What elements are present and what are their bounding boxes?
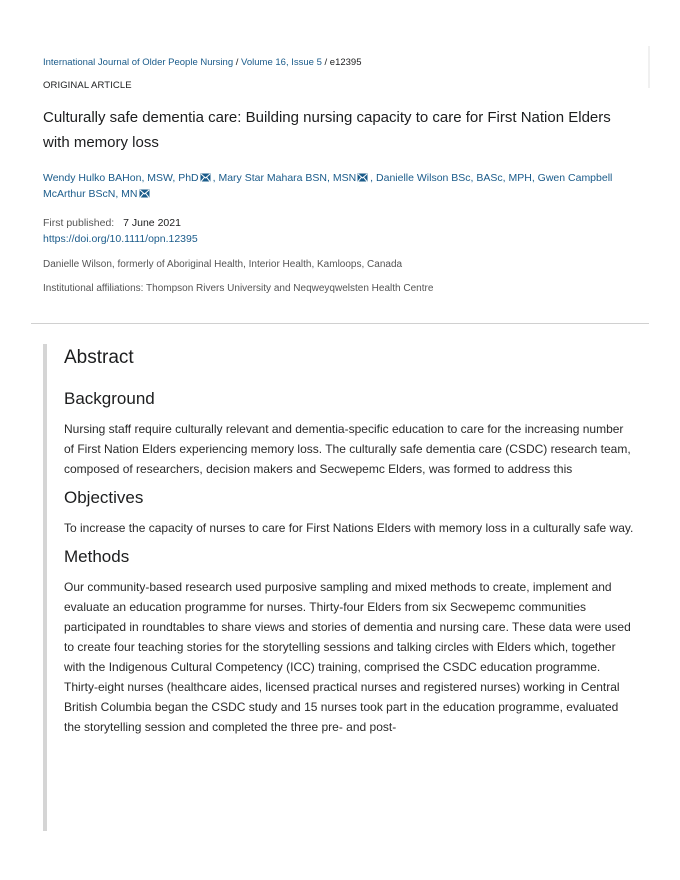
author-link[interactable]: Wendy Hulko BAHon, MSW, PhD — [43, 172, 199, 184]
volume-issue-link[interactable]: Volume 16, Issue 5 — [241, 57, 322, 68]
abstract-title: Abstract — [64, 347, 134, 368]
envelope-icon[interactable] — [357, 173, 368, 182]
methods-heading: Methods — [64, 547, 130, 566]
first-published — [43, 215, 638, 231]
article-title: Culturally safe dementia care: Building nursing capacity to care for First Nation Elders with memory loss — [43, 109, 611, 151]
envelope-icon[interactable] — [139, 189, 150, 198]
article-type: ORIGINAL ARTICLE — [43, 80, 132, 91]
article-header — [43, 56, 638, 296]
journal-link[interactable]: International Journal of Older People Nursing — [43, 57, 234, 68]
first-published-date: 7 June 2021 — [123, 217, 181, 229]
right-edge-rule — [648, 46, 650, 88]
abstract-panel — [43, 344, 647, 831]
first-published-label: First published: — [43, 217, 115, 229]
breadcrumb-separator: / — [235, 57, 242, 68]
affiliation-note: Danielle Wilson, formerly of Aboriginal Health, Interior Health, Kamloops, Canada — [43, 259, 403, 270]
background-heading: Background — [64, 389, 155, 408]
author-separator: , — [370, 172, 377, 184]
article-id: e12395 — [329, 57, 362, 68]
section-divider — [31, 323, 649, 324]
author-separator: , — [531, 172, 538, 184]
author-link[interactable]: Danielle Wilson BSc, BASc, MPH — [376, 172, 532, 184]
author-link[interactable]: Gwen Campbell McArthur BScN, MN — [43, 172, 613, 200]
objectives-text: To increase the capacity of nurses to care for First Nations Elders with memory loss in a culturally safe way. — [64, 521, 634, 535]
doi-link[interactable]: https://doi.org/10.1111/opn.12395 — [43, 233, 198, 245]
author-link[interactable]: Mary Star Mahara BSN, MSN — [218, 172, 357, 184]
journal-breadcrumb — [43, 56, 638, 70]
breadcrumb-separator: / — [324, 57, 330, 68]
institutional-affiliations: Institutional affiliations: Thompson Rivers University and Neqweyqwelsten Health Centre — [43, 283, 434, 294]
author-separator: , — [212, 172, 219, 184]
author-list — [43, 170, 638, 202]
methods-text: Our community-based research used purposive sampling and mixed methods to create, implement and evaluate an education programme for nurses. Thirty-four Elders from six Secwepemc communities participated in roundtables to share views and stories of dementia and nursing care. These data were used to create four teaching stories for the storytelling sessions and talking circles with Elders which, together with the Indigenous Cultural Competency (ICC) training, comprised the CSDC education programme. Thirty-eight nurses (healthcare aides, licensed practical nurses and registered nurses) working in Central British Columbia began the CSDC study and 15 nurses took part in the education programme, evaluated the storytelling session and completed the three pre- and post- — [64, 580, 631, 734]
background-text: Nursing staff require culturally relevant and dementia-specific education to care for the increasing number of First Nation Elders experiencing memory loss. The culturally safe dementia care (CSDC) research team, composed of researchers, decision makers and Secwepemc Elders, was formed to address this — [64, 422, 631, 476]
envelope-icon[interactable] — [200, 173, 211, 182]
objectives-heading: Objectives — [64, 488, 144, 507]
